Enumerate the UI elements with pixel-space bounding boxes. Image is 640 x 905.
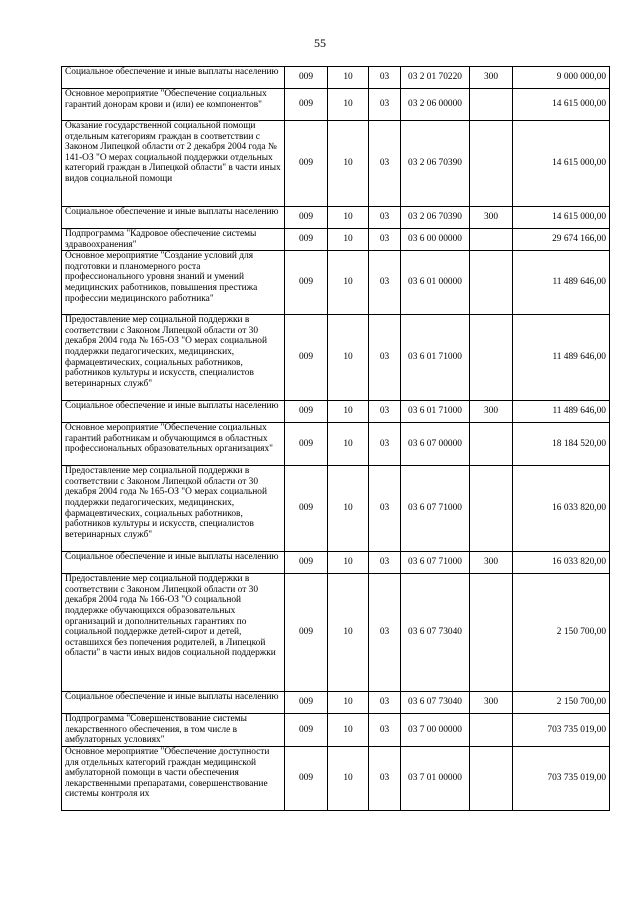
amount-cell: 14 615 000,00 — [513, 207, 610, 229]
row-name-cell: Социальное обеспечение и иные выплаты населению — [62, 401, 285, 423]
row-name-cell: Предоставление мер социальной поддержки в соответствии с Законом Липецкой области от 30 декабря 2004 года № 165-ОЗ "О мерах социальной поддержки педагогических, медицинских, фармацевтических, социальных работников, работников культуры и искусств, специалистов ветеринарных служб" — [62, 315, 285, 401]
expense-type-cell — [470, 423, 513, 466]
section-code-cell: 10 — [328, 121, 369, 207]
expense-type-cell — [470, 315, 513, 401]
table-row — [62, 121, 610, 207]
target-article-cell: 03 6 01 00000 — [401, 251, 470, 315]
section-code-cell: 10 — [328, 89, 369, 121]
table-row — [62, 423, 610, 466]
ministry-code-cell: 009 — [285, 692, 328, 714]
ministry-code-cell: 009 — [285, 746, 328, 810]
table-row — [62, 746, 610, 810]
row-name-cell: Социальное обеспечение и иные выплаты населению — [62, 67, 285, 89]
table-row — [62, 67, 610, 89]
row-name-cell: Предоставление мер социальной поддержки в соответствии с Законом Липецкой области от 30 декабря 2004 года № 166-ОЗ "О социальной поддержке обучающихся образовательных организаций и дополнительных гарантиях по социальной поддержке детей-сирот и детей, оставшихся без попечения родителей, в Липецкой области" в части иных видов социальной поддержки — [62, 574, 285, 692]
expense-type-cell: 300 — [470, 401, 513, 423]
subsection-code-cell: 03 — [369, 67, 401, 89]
table-row — [62, 401, 610, 423]
ministry-code-cell: 009 — [285, 89, 328, 121]
subsection-code-cell: 03 — [369, 229, 401, 251]
ministry-code-cell: 009 — [285, 714, 328, 747]
ministry-code-cell: 009 — [285, 574, 328, 692]
ministry-code-cell: 009 — [285, 251, 328, 315]
expense-type-cell: 300 — [470, 207, 513, 229]
expense-type-cell — [470, 251, 513, 315]
section-code-cell: 10 — [328, 251, 369, 315]
section-code-cell: 10 — [328, 315, 369, 401]
amount-cell: 2 150 700,00 — [513, 692, 610, 714]
subsection-code-cell: 03 — [369, 423, 401, 466]
ministry-code-cell: 009 — [285, 121, 328, 207]
section-code-cell: 10 — [328, 746, 369, 810]
table-row — [62, 207, 610, 229]
ministry-code-cell: 009 — [285, 207, 328, 229]
subsection-code-cell: 03 — [369, 692, 401, 714]
subsection-code-cell: 03 — [369, 466, 401, 552]
subsection-code-cell: 03 — [369, 251, 401, 315]
expense-type-cell — [470, 466, 513, 552]
subsection-code-cell: 03 — [369, 121, 401, 207]
target-article-cell: 03 2 01 70220 — [401, 67, 470, 89]
amount-cell: 9 000 000,00 — [513, 67, 610, 89]
section-code-cell: 10 — [328, 401, 369, 423]
amount-cell: 16 033 820,00 — [513, 466, 610, 552]
target-article-cell: 03 6 07 73040 — [401, 692, 470, 714]
target-article-cell: 03 6 00 00000 — [401, 229, 470, 251]
section-code-cell: 10 — [328, 67, 369, 89]
row-name-cell: Основное мероприятие "Создание условий для подготовки и планомерного роста профессионального уровня знаний и умений медицинских работников, повышения престижа профессии медицинского работника" — [62, 251, 285, 315]
table-row — [62, 315, 610, 401]
table-row — [62, 574, 610, 692]
amount-cell: 14 615 000,00 — [513, 121, 610, 207]
ministry-code-cell: 009 — [285, 67, 328, 89]
ministry-code-cell: 009 — [285, 229, 328, 251]
amount-cell: 18 184 520,00 — [513, 423, 610, 466]
expense-type-cell — [470, 746, 513, 810]
section-code-cell: 10 — [328, 466, 369, 552]
page-number: 55 — [314, 36, 326, 50]
target-article-cell: 03 7 01 00000 — [401, 746, 470, 810]
row-name-cell: Социальное обеспечение и иные выплаты населению — [62, 207, 285, 229]
row-name-cell: Основное мероприятие "Обеспечение социальных гарантий работникам и обучающимся в областных профессиональных образовательных организациях" — [62, 423, 285, 466]
table-row — [62, 552, 610, 574]
table-row — [62, 714, 610, 747]
target-article-cell: 03 6 07 71000 — [401, 466, 470, 552]
subsection-code-cell: 03 — [369, 89, 401, 121]
target-article-cell: 03 7 00 00000 — [401, 714, 470, 747]
expense-type-cell — [470, 714, 513, 747]
budget-table — [61, 66, 610, 811]
target-article-cell: 03 2 06 00000 — [401, 89, 470, 121]
subsection-code-cell: 03 — [369, 207, 401, 229]
table-row — [62, 229, 610, 251]
row-name-cell: Социальное обеспечение и иные выплаты населению — [62, 552, 285, 574]
amount-cell: 703 735 019,00 — [513, 714, 610, 747]
target-article-cell: 03 2 06 70390 — [401, 121, 470, 207]
amount-cell: 11 489 646,00 — [513, 251, 610, 315]
subsection-code-cell: 03 — [369, 574, 401, 692]
row-name-cell: Социальное обеспечение и иные выплаты населению — [62, 692, 285, 714]
expense-type-cell — [470, 89, 513, 121]
row-name-cell: Предоставление мер социальной поддержки в соответствии с Законом Липецкой области от 30 декабря 2004 года № 165-ОЗ "О мерах социальной поддержки педагогических, медицинских, фармацевтических, социальных работников, работников культуры и искусств, специалистов ветеринарных служб" — [62, 466, 285, 552]
section-code-cell: 10 — [328, 714, 369, 747]
amount-cell: 29 674 166,00 — [513, 229, 610, 251]
amount-cell: 11 489 646,00 — [513, 315, 610, 401]
row-name-cell: Основное мероприятие "Обеспечение социальных гарантий донорам крови и (или) ее компонентов" — [62, 89, 285, 121]
ministry-code-cell: 009 — [285, 423, 328, 466]
expense-type-cell — [470, 121, 513, 207]
subsection-code-cell: 03 — [369, 552, 401, 574]
table-row — [62, 251, 610, 315]
target-article-cell: 03 6 07 00000 — [401, 423, 470, 466]
expense-type-cell — [470, 574, 513, 692]
section-code-cell: 10 — [328, 423, 369, 466]
target-article-cell: 03 6 07 71000 — [401, 552, 470, 574]
target-article-cell: 03 6 01 71000 — [401, 401, 470, 423]
expense-type-cell: 300 — [470, 552, 513, 574]
section-code-cell: 10 — [328, 207, 369, 229]
table-row — [62, 692, 610, 714]
row-name-cell: Основное мероприятие "Обеспечение доступности для отдельных категорий граждан медицинской амбулаторной помощи в части обеспечения лекарственными препаратами, совершенствование системы контроля их — [62, 746, 285, 810]
amount-cell: 11 489 646,00 — [513, 401, 610, 423]
subsection-code-cell: 03 — [369, 746, 401, 810]
amount-cell: 703 735 019,00 — [513, 746, 610, 810]
row-name-cell: Оказание государственной социальной помощи отдельным категориям граждан в соответствии с Законом Липецкой области от 2 декабря 2004 года № 141-ОЗ "О мерах социальной поддержки отдельных категорий граждан в Липецкой области" в части иных видов социальной помощи — [62, 121, 285, 207]
subsection-code-cell: 03 — [369, 714, 401, 747]
subsection-code-cell: 03 — [369, 401, 401, 423]
amount-cell: 2 150 700,00 — [513, 574, 610, 692]
section-code-cell: 10 — [328, 692, 369, 714]
ministry-code-cell: 009 — [285, 401, 328, 423]
row-name-cell: Подпрограмма "Кадровое обеспечение системы здравоохранения" — [62, 229, 285, 251]
target-article-cell: 03 2 06 70390 — [401, 207, 470, 229]
expense-type-cell: 300 — [470, 67, 513, 89]
ministry-code-cell: 009 — [285, 466, 328, 552]
table-row — [62, 89, 610, 121]
section-code-cell: 10 — [328, 229, 369, 251]
target-article-cell: 03 6 01 71000 — [401, 315, 470, 401]
section-code-cell: 10 — [328, 574, 369, 692]
target-article-cell: 03 6 07 73040 — [401, 574, 470, 692]
amount-cell: 14 615 000,00 — [513, 89, 610, 121]
ministry-code-cell: 009 — [285, 552, 328, 574]
amount-cell: 16 033 820,00 — [513, 552, 610, 574]
subsection-code-cell: 03 — [369, 315, 401, 401]
expense-type-cell — [470, 229, 513, 251]
section-code-cell: 10 — [328, 552, 369, 574]
table-row — [62, 466, 610, 552]
table-body — [62, 67, 610, 811]
expense-type-cell: 300 — [470, 692, 513, 714]
ministry-code-cell: 009 — [285, 315, 328, 401]
row-name-cell: Подпрограмма "Совершенствование системы лекарственного обеспечения, в том числе в амбулаторных условиях" — [62, 714, 285, 747]
